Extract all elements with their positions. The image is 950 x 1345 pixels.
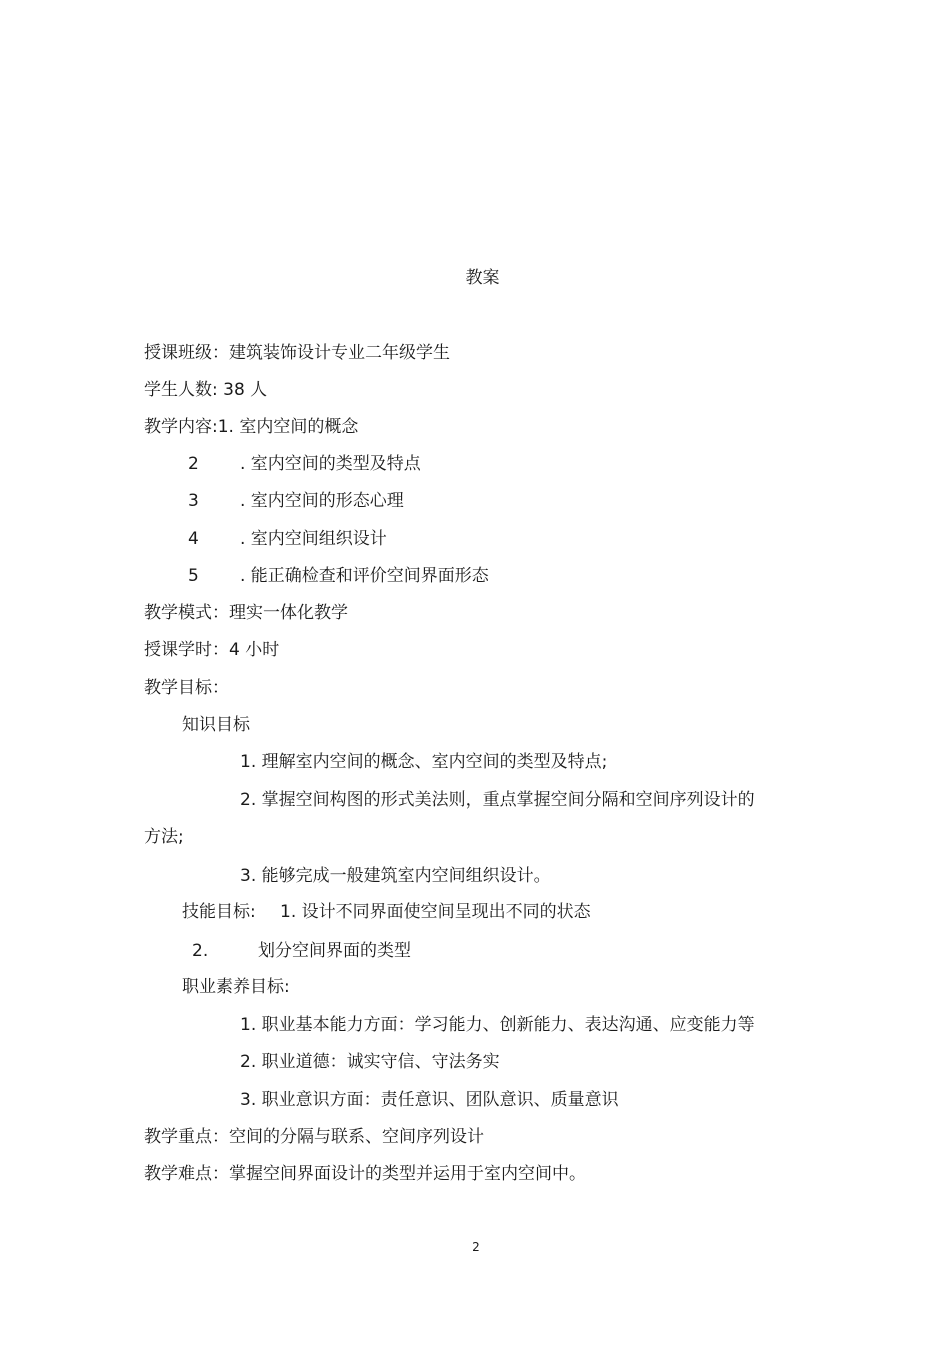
knowledge-goal-2-continued: 方法; <box>144 827 184 847</box>
class-label: 授课班级： <box>144 343 229 363</box>
mode-line <box>144 602 348 624</box>
mode-value: 理实一体化教学 <box>229 603 348 623</box>
professional-goal-2: 2. 职业道德：诚实守信、守法务实 <box>240 1052 500 1072</box>
goals-label: 教学目标： <box>144 678 229 698</box>
knowledge-goal-3: 3. 能够完成一般建筑室内空间组织设计。 <box>240 866 551 886</box>
students-value: : 38 人 <box>212 380 268 400</box>
skill-goal-2-num: 2. <box>192 941 209 961</box>
skill-goal-2-text: 划分空间界面的类型 <box>258 941 411 961</box>
skill-goals-line <box>182 901 591 923</box>
class-value: 建筑装饰设计专业二年级学生 <box>229 343 450 363</box>
content-item-num: 2 <box>188 454 199 474</box>
hours-value: 4 小时 <box>229 640 280 660</box>
class-line <box>144 342 450 364</box>
key-points-value: 空间的分隔与联系、空间序列设计 <box>229 1127 484 1147</box>
content-line <box>144 416 358 438</box>
knowledge-goal-2: 2. 掌握空间构图的形式美法则，重点掌握空间分隔和空间序列设计的 <box>240 790 755 810</box>
content-item-num: 3 <box>188 491 199 511</box>
content-item-3 <box>188 490 404 512</box>
content-item-5 <box>188 565 489 587</box>
difficulty-value: 掌握空间界面设计的类型并运用于室内空间中。 <box>229 1164 586 1184</box>
content-item-2 <box>188 453 421 475</box>
content-item-text: . 室内空间的形态心理 <box>240 491 404 511</box>
knowledge-goals-label: 知识目标 <box>182 715 250 735</box>
page-title: 教案 <box>465 268 500 288</box>
key-points-line <box>144 1126 484 1148</box>
difficulty-line <box>144 1163 586 1185</box>
content-item-text: . 室内空间组织设计 <box>240 529 387 549</box>
content-item-4 <box>188 528 387 550</box>
difficulty-label: 教学难点： <box>144 1164 229 1184</box>
students-label: 学生人数 <box>144 380 212 400</box>
mode-label: 教学模式： <box>144 603 229 623</box>
skill-goal-2 <box>192 940 411 962</box>
skill-goal-1: 1. 设计不同界面使空间呈现出不同的状态 <box>280 902 591 922</box>
students-line <box>144 379 267 401</box>
content-item-1: :1. 室内空间的概念 <box>212 417 359 437</box>
professional-goal-1: 1. 职业基本能力方面：学习能力、创新能力、表达沟通、应变能力等 <box>240 1015 755 1035</box>
professional-goal-3: 3. 职业意识方面：责任意识、团队意识、质量意识 <box>240 1090 619 1110</box>
content-item-text: . 室内空间的类型及特点 <box>240 454 421 474</box>
professional-goals-label: 职业素养目标: <box>182 977 290 997</box>
hours-line <box>144 639 279 661</box>
skill-goals-label: 技能目标: <box>182 902 256 922</box>
content-item-num: 4 <box>188 529 199 549</box>
knowledge-goal-1: 1. 理解室内空间的概念、室内空间的类型及特点; <box>240 752 608 772</box>
content-item-num: 5 <box>188 566 199 586</box>
page-number: 2 <box>472 1240 480 1254</box>
hours-label: 授课学时： <box>144 640 229 660</box>
content-label: 教学内容 <box>144 417 212 437</box>
key-points-label: 教学重点： <box>144 1127 229 1147</box>
content-item-text: . 能正确检查和评价空间界面形态 <box>240 566 489 586</box>
